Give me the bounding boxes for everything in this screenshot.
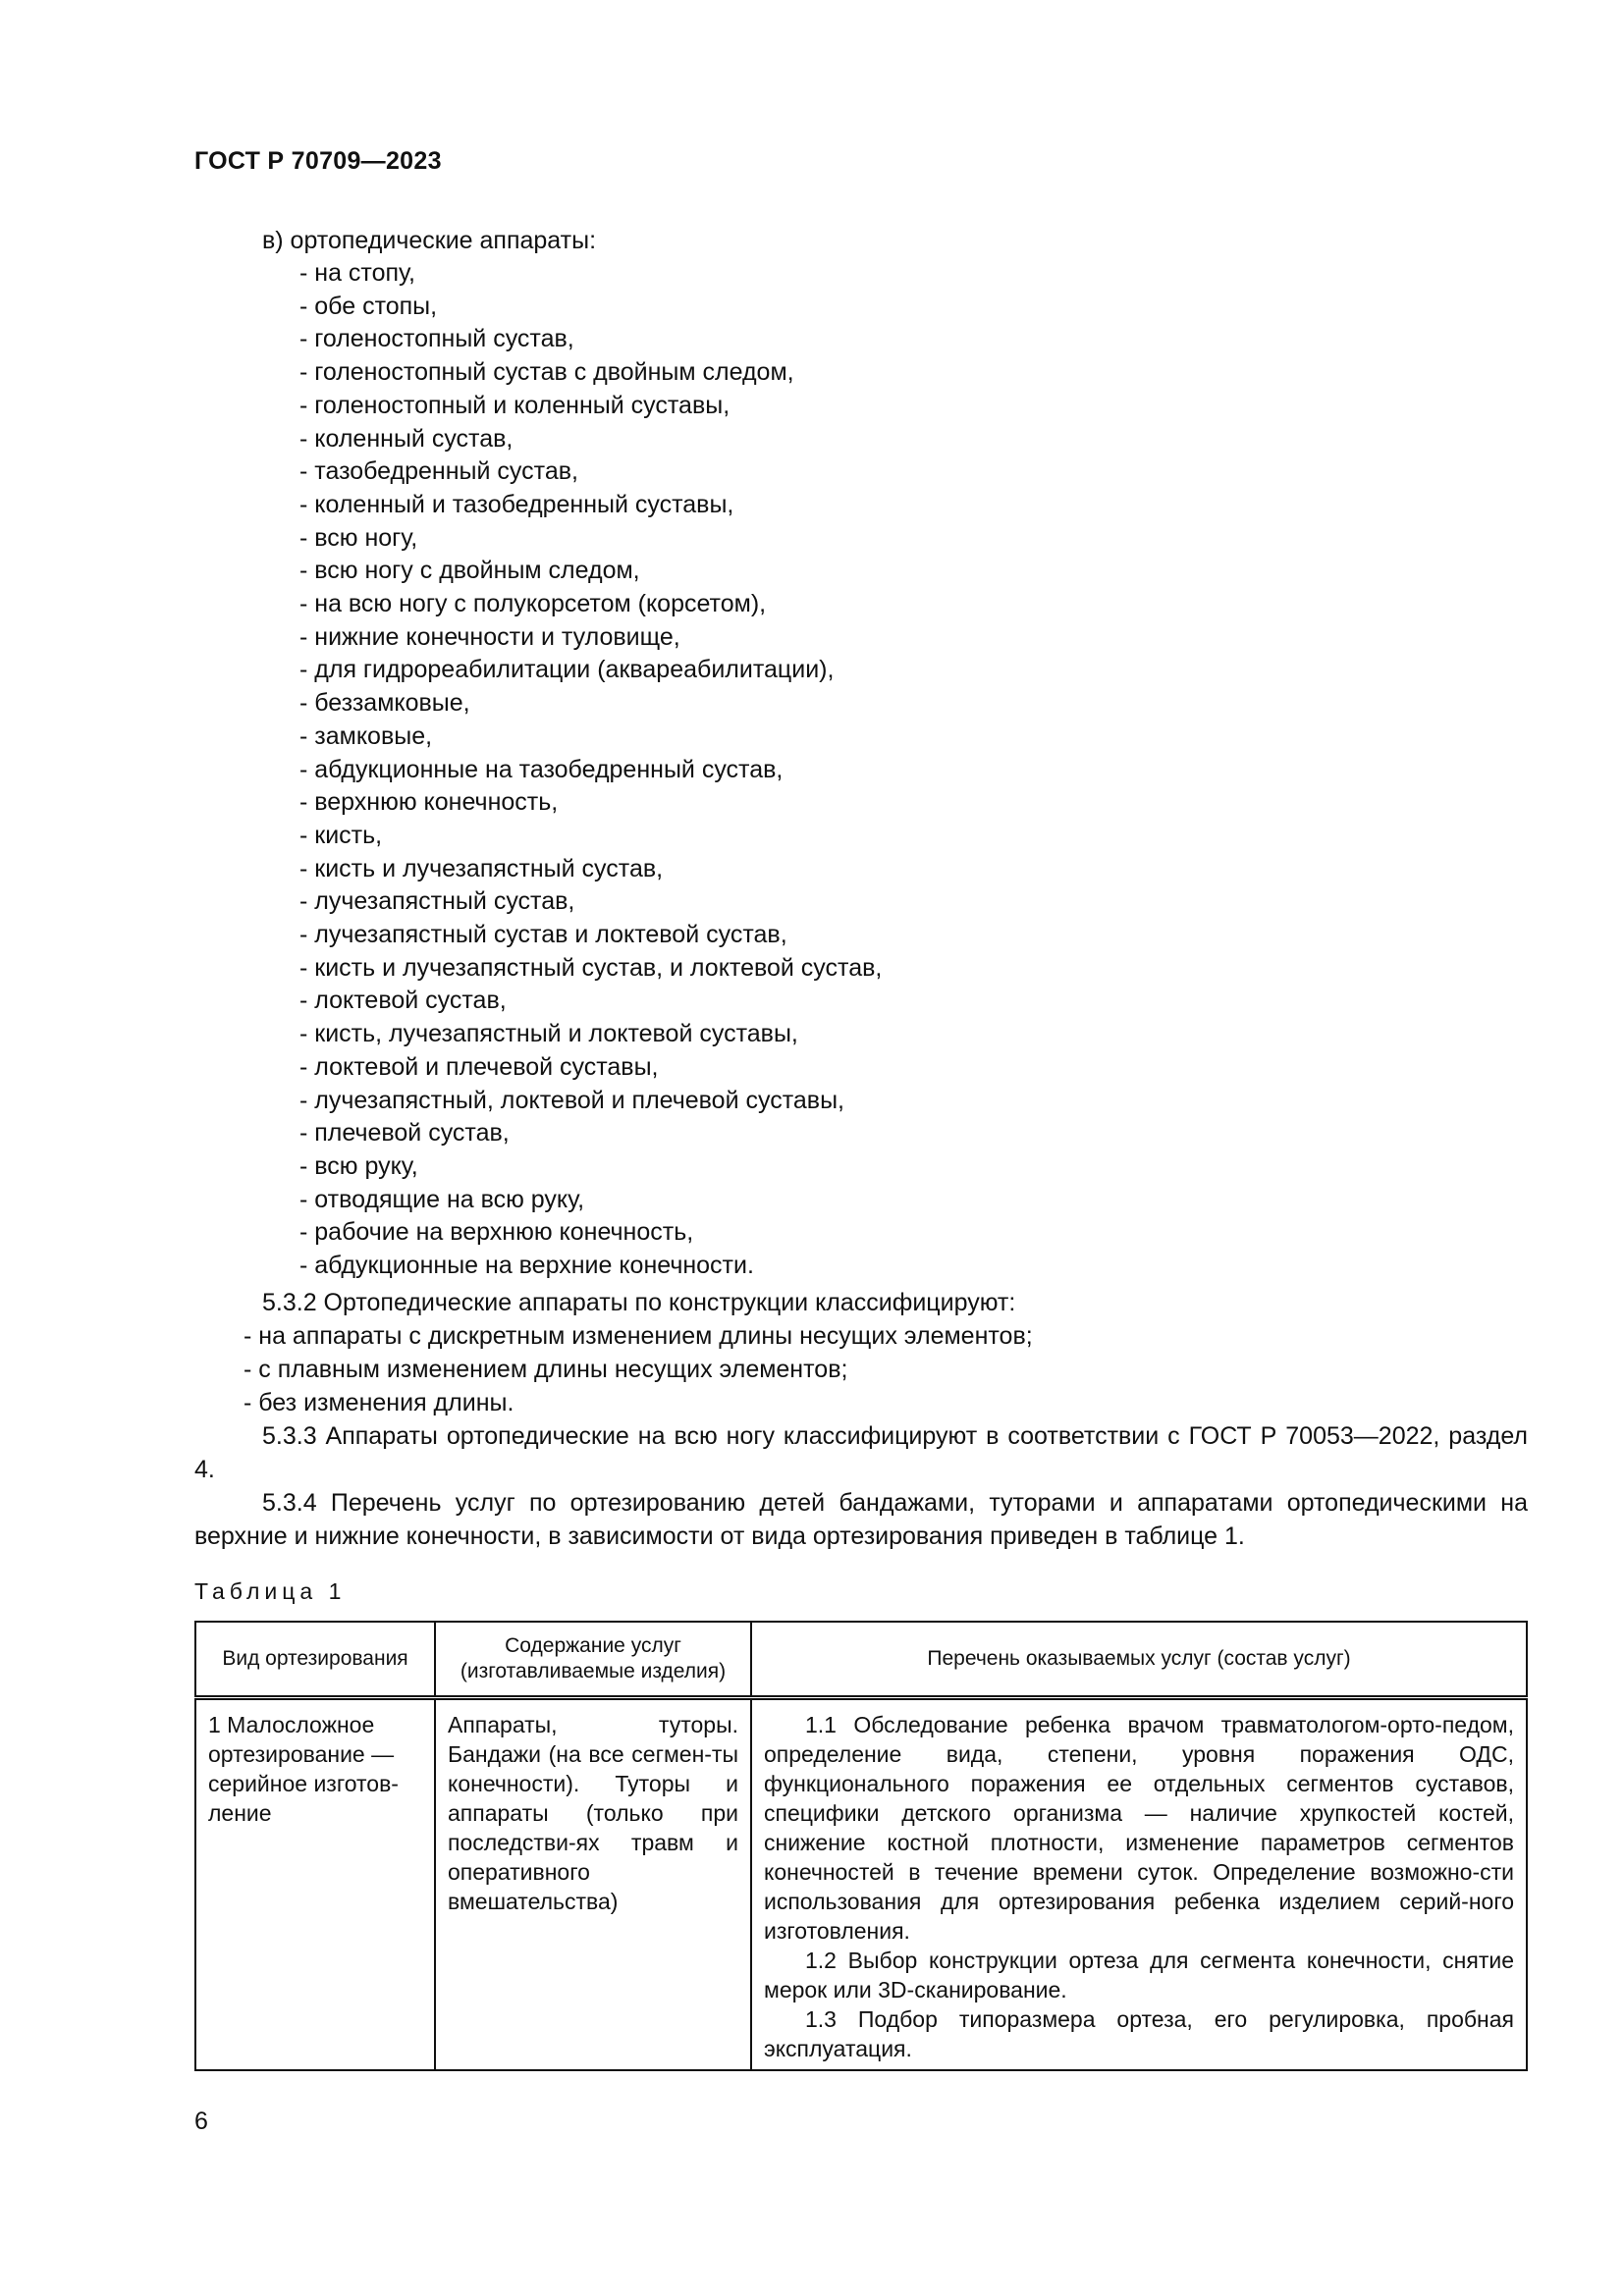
list-item: - коленный и тазобедренный суставы, — [299, 490, 734, 518]
column-header-content: Содержание услуг (изготавливаемые изделия) — [435, 1622, 751, 1698]
list-item: - плечевой сустав, — [299, 1119, 510, 1148]
list-intro: в) ортопедические аппараты: — [262, 227, 597, 254]
list-item: - беззамковые, — [299, 689, 470, 718]
list-item: - рабочие на верхнюю конечность, — [299, 1218, 694, 1247]
service-item: 1.2 Выбор конструкции ортеза для сегмента конечности, снятие мерок или 3D-сканирование. — [764, 1948, 1514, 2002]
service-content-text: Аппараты, туторы. Бандажи (на все сегмен-ты конечности). Туторы и аппараты (только при последстви-ях травм и оперативного вмешательства) — [448, 1712, 738, 1914]
list-item: - голеностопный сустав, — [299, 325, 574, 353]
orthosis-type-text: 1 Малосложное ортезирование — серийное изготов-ление — [208, 1712, 399, 1826]
list-item: - абдукционные на тазобедренный сустав, — [299, 755, 784, 783]
list-item: - абдукционные на верхние конечности. — [299, 1252, 754, 1280]
list-item: - кисть и лучезапястный сустав, — [299, 854, 664, 882]
list-item: - на всю ногу с полукорсетом (корсетом), — [299, 590, 767, 618]
list-item: - голеностопный сустав с двойным следом, — [299, 358, 794, 387]
list-item: - кисть и лучезапястный сустав, и локтевой сустав, — [299, 953, 883, 982]
list-item: - верхнюю конечность, — [299, 788, 559, 817]
table-cell-services — [751, 1698, 1527, 2071]
service-item: 1.3 Подбор типоразмера ортеза, его регулировка, пробная эксплуатация. — [764, 2006, 1514, 2061]
list-item: - лучезапястный сустав, — [299, 887, 575, 916]
classification-item: - без изменения длины. — [244, 1389, 514, 1416]
list-item: - нижние конечности и туловище, — [299, 622, 680, 651]
orthopedic-apparatus-list — [299, 257, 882, 1283]
services-table — [194, 1621, 1528, 2071]
list-item: - на стопу, — [299, 259, 415, 287]
section-5-3-2-heading: 5.3.2 Ортопедические аппараты по конструкции классифицируют: — [262, 1289, 1016, 1316]
list-item: - лучезапястный сустав и локтевой сустав, — [299, 921, 787, 949]
list-item: - кисть, лучезапястный и локтевой суставы, — [299, 1020, 798, 1048]
section-5-3-3-paragraph: 5.3.3 Аппараты ортопедические на всю ногу классифицируют в соответствии с ГОСТ Р 70053—2022, раздел 4. — [194, 1422, 1528, 1483]
page-number: 6 — [194, 2108, 208, 2135]
list-item: - для гидрореабилитации (аквареабилитации), — [299, 656, 835, 684]
column-header-type: Вид ортезирования — [195, 1622, 435, 1698]
table-row — [195, 1698, 1527, 2071]
list-item: - голеностопный и коленный суставы, — [299, 391, 731, 419]
table-cell-type — [195, 1698, 435, 2071]
column-header-services: Перечень оказываемых услуг (состав услуг) — [751, 1622, 1527, 1698]
table-cell-content — [435, 1698, 751, 2071]
list-item: - всю руку, — [299, 1151, 418, 1180]
list-item: - обе стопы, — [299, 292, 438, 320]
table-header-row — [195, 1622, 1527, 1698]
section-5-3-4-paragraph: 5.3.4 Перечень услуг по ортезированию детей бандажами, туторами и аппаратами ортопедическими на верхние и нижние конечности, в зависимости от вида ортезирования приведен в таблице 1. — [194, 1489, 1528, 1550]
classification-item: - с плавным изменением длины несущих элементов; — [244, 1356, 848, 1383]
list-item: - локтевой сустав, — [299, 987, 507, 1015]
list-item: - кисть, — [299, 821, 383, 849]
list-item: - замковые, — [299, 721, 433, 750]
list-item: - всю ногу с двойным следом, — [299, 557, 640, 585]
list-item: - лучезапястный, локтевой и плечевой суставы, — [299, 1086, 844, 1114]
list-item: - отводящие на всю руку, — [299, 1185, 585, 1213]
document-code-header: ГОСТ Р 70709—2023 — [194, 147, 442, 175]
list-item: - всю ногу, — [299, 523, 418, 552]
list-item: - коленный сустав, — [299, 424, 514, 453]
table-caption: Таблица 1 — [194, 1578, 347, 1604]
list-item: - тазобедренный сустав, — [299, 457, 578, 486]
list-item: - локтевой и плечевой суставы, — [299, 1052, 659, 1081]
classification-item: - на аппараты с дискретным изменением длины несущих элементов; — [244, 1322, 1033, 1350]
service-item: 1.1 Обследование ребенка врачом травматологом-орто-педом, определение вида, степени, уровня поражения ОДС, функционального поражения ее отдельных сегментов суставов, специфики детского организма — наличие хрупкостей костей, снижение костной плотности, изменение параметров сегментов конечностей в течение времени суток. Определение возможно-сти использования для ортезирования ребенка изделием серий-ного изготовления. — [764, 1712, 1514, 1944]
